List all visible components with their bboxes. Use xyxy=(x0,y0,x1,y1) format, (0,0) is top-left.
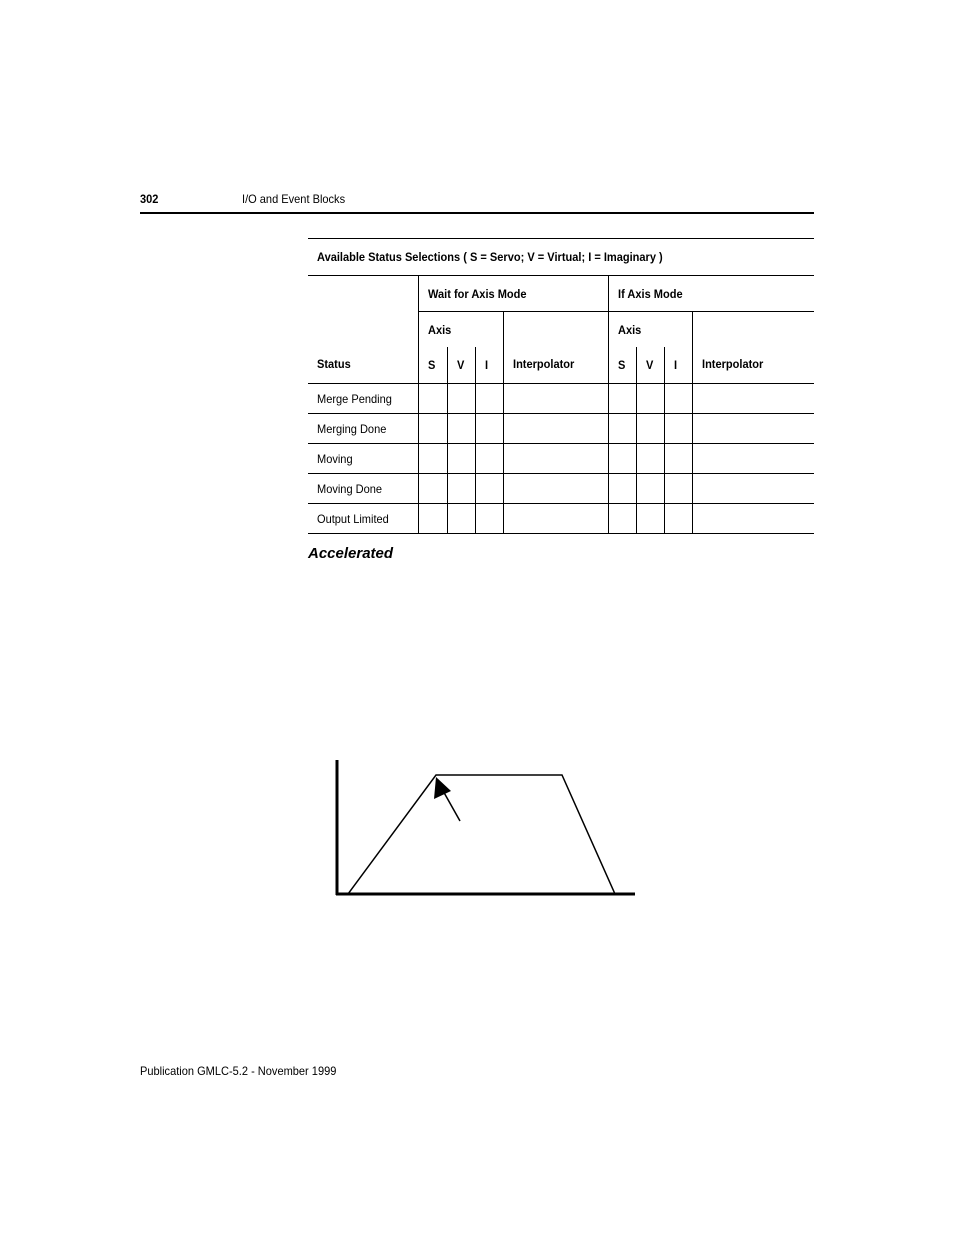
page-number: 302 xyxy=(140,192,159,206)
if-axis-mode-header: If Axis Mode xyxy=(608,276,814,312)
wait-for-axis-mode-header: Wait for Axis Mode xyxy=(418,276,608,312)
status-label: Merging Done xyxy=(308,414,418,444)
status-label: Moving xyxy=(308,444,418,474)
status-selections-table xyxy=(308,238,814,534)
velocity-trapezoid xyxy=(348,775,615,894)
wait-virtual-header: V xyxy=(447,347,475,384)
wait-interpolator-header: Interpolator xyxy=(503,312,608,384)
section-title: I/O and Event Blocks xyxy=(242,192,346,206)
status-label: Merge Pending xyxy=(308,384,418,414)
if-interpolator-header: Interpolator xyxy=(692,312,814,384)
if-virtual-header: V xyxy=(636,347,664,384)
if-servo-header: S xyxy=(608,347,636,384)
status-label: Moving Done xyxy=(308,474,418,504)
status-label: Output Limited xyxy=(308,504,418,534)
arrow-head-icon xyxy=(434,777,451,799)
table-row xyxy=(308,414,814,444)
if-imaginary-header: I xyxy=(664,347,692,384)
velocity-profile-diagram xyxy=(330,755,640,900)
table-row xyxy=(308,504,814,534)
wait-imaginary-header: I xyxy=(475,347,503,384)
table-row xyxy=(308,444,814,474)
publication-footer: Publication GMLC-5.2 - November 1999 xyxy=(140,1064,337,1078)
wait-servo-header: S xyxy=(418,347,447,384)
table-row xyxy=(308,474,814,504)
page-header xyxy=(140,192,814,214)
table-row xyxy=(308,384,814,414)
accelerated-heading: Accelerated xyxy=(308,545,394,562)
wait-axis-header: Axis xyxy=(418,312,503,348)
table-title: Available Status Selections ( S = Servo; V = Virtual; I = Imaginary ) xyxy=(308,239,814,276)
if-axis-header: Axis xyxy=(608,312,692,348)
status-column-header: Status xyxy=(308,276,418,384)
